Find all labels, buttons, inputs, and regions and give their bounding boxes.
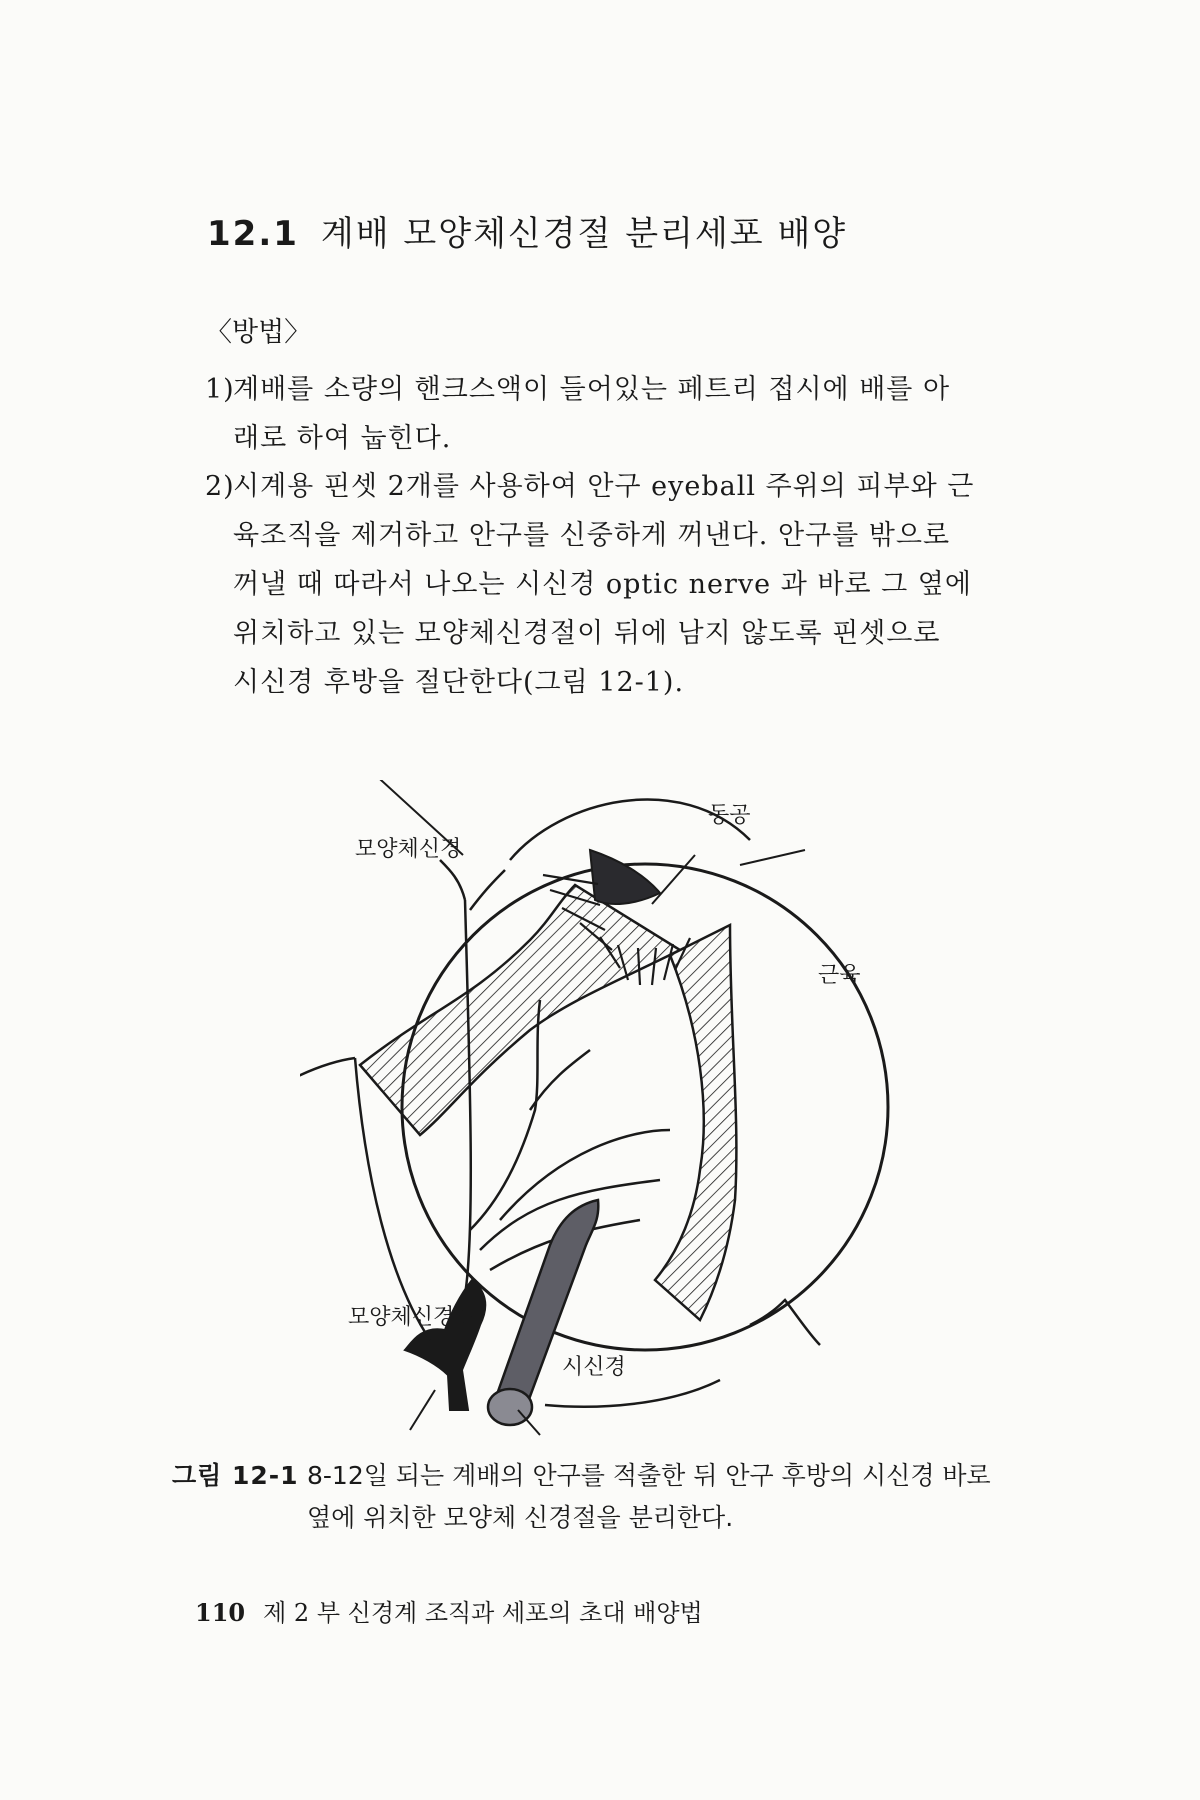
figure-caption bbox=[172, 1455, 1112, 1539]
caption-label: 그림 12-1 bbox=[172, 1461, 299, 1490]
step-1 bbox=[205, 365, 1085, 463]
muscle-band-right bbox=[655, 925, 736, 1320]
section-number: 12.1 bbox=[207, 214, 299, 254]
step-2 bbox=[205, 462, 1085, 707]
label-muscle: 근육 bbox=[818, 963, 861, 988]
pupil-shape bbox=[590, 850, 660, 904]
step-line: 꺼낼 때 따라서 나오는 시신경 optic nerve 과 바로 그 옆에 bbox=[233, 569, 972, 600]
step-line: 2)시계용 핀셋 2개를 사용하여 안구 eyeball 주위의 피부와 근 bbox=[205, 462, 1085, 511]
label-optic-nerve: 시신경 bbox=[562, 1355, 626, 1380]
page-footer bbox=[195, 1593, 703, 1628]
step-marker: 2) bbox=[205, 471, 235, 502]
label-ciliary-nerve: 모양체신경 bbox=[355, 837, 462, 862]
step-line: 래로 하여 눕힌다. bbox=[233, 423, 452, 454]
step-line: 1)계배를 소량의 핸크스액이 들어있는 페트리 접시에 배를 아 bbox=[205, 365, 1085, 414]
page-number: 110 bbox=[195, 1598, 246, 1627]
caption-line-1: 8-12일 되는 계배의 안구를 적출한 뒤 안구 후방의 시신경 바로 bbox=[307, 1461, 991, 1490]
eyeball-diagram bbox=[300, 780, 1020, 1440]
step-marker: 1) bbox=[205, 374, 235, 405]
label-pupil: 동공 bbox=[708, 803, 751, 828]
step-line: 육조직을 제거하고 안구를 신중하게 꺼낸다. 안구를 밖으로 bbox=[233, 520, 951, 551]
eyeball-figure bbox=[300, 780, 1020, 1440]
step-line: 시신경 후방을 절단한다(그림 12-1). bbox=[233, 667, 685, 698]
section-heading bbox=[207, 206, 847, 255]
method-heading: 〈방법〉 bbox=[205, 317, 312, 348]
muscle-band-upper bbox=[360, 885, 680, 1135]
running-title: 제 2 부 신경계 조직과 세포의 초대 배양법 bbox=[263, 1599, 703, 1627]
caption-line-2: 옆에 위치한 모양체 신경절을 분리한다. bbox=[307, 1503, 734, 1532]
optic-nerve-shape bbox=[488, 1200, 598, 1425]
section-title: 계배 모양체신경절 분리세포 배양 bbox=[320, 214, 848, 254]
label-ciliary-ganglion: 모양체신경절 bbox=[348, 1305, 476, 1330]
step-line: 위치하고 있는 모양체신경절이 뒤에 남지 않도록 핀셋으로 bbox=[233, 618, 941, 649]
